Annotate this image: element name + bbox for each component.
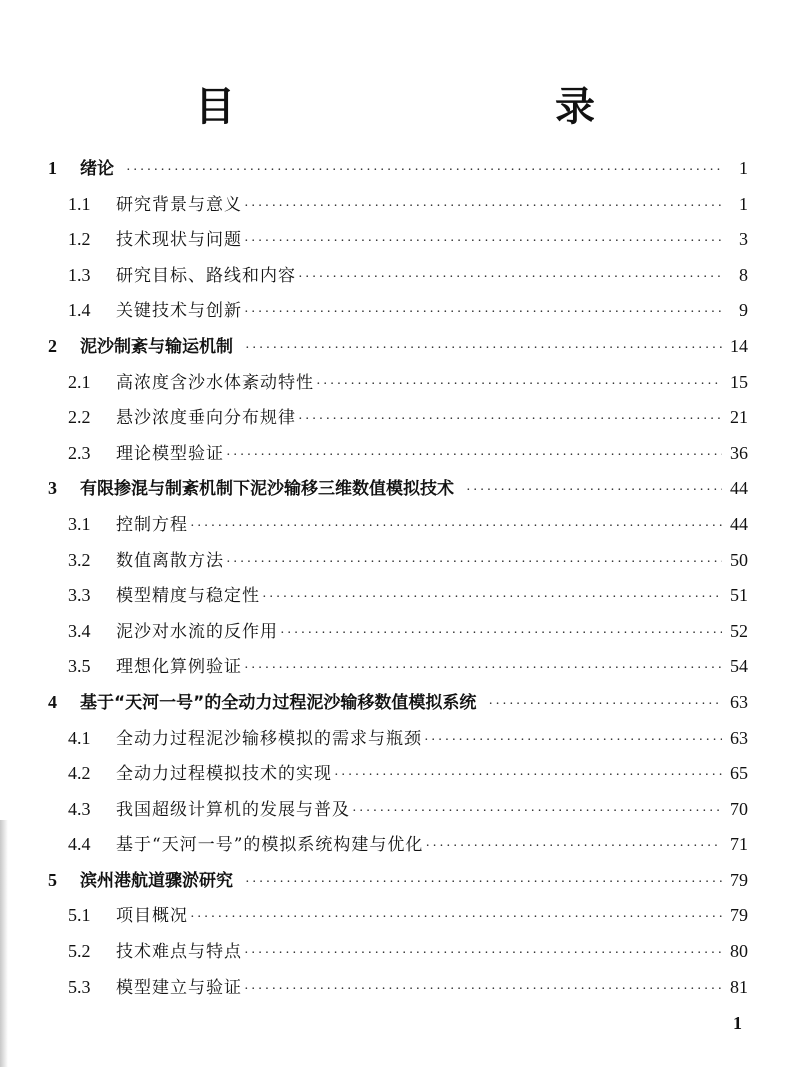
- entry-title: 基于“天河一号”的全动力过程泥沙输移数值模拟系统: [80, 692, 477, 713]
- entry-number: 3.3: [68, 585, 91, 606]
- entry-title: 悬沙浓度垂向分布规律: [116, 408, 296, 429]
- entry-page: 79: [730, 869, 748, 890]
- entry-title: 绪论: [80, 159, 114, 179]
- dot-leader: [244, 305, 722, 321]
- entry-number: 5.3: [68, 976, 91, 997]
- entry-title: 模型精度与稳定性: [116, 586, 260, 607]
- entry-title: 泥沙制紊与输运机制: [80, 336, 233, 357]
- entry-title: 基于“天河一号”的模拟系统构建与优化: [116, 835, 424, 856]
- dot-leader: [298, 412, 722, 428]
- entry-number: 3: [48, 478, 57, 499]
- entry-number: 4.4: [68, 834, 91, 855]
- entry-title: 项目概况: [116, 906, 188, 927]
- entry-number: 1.2: [68, 229, 91, 250]
- dot-leader: [190, 519, 722, 535]
- toc-section-entry[interactable]: [48, 901, 748, 937]
- toc-chapter-entry[interactable]: [48, 154, 748, 190]
- dot-leader: [245, 341, 722, 357]
- footer-page-number: 1: [733, 1013, 742, 1033]
- dot-leader: [244, 946, 722, 962]
- toc-section-entry[interactable]: [48, 937, 748, 973]
- entry-number: 1.1: [68, 193, 91, 214]
- entry-title: 关键技术与创新: [116, 301, 242, 322]
- entry-page: 8: [739, 264, 748, 285]
- dot-leader: [425, 839, 722, 855]
- dot-leader: [466, 483, 722, 499]
- entry-page: 14: [730, 335, 748, 356]
- dot-leader: [244, 661, 722, 677]
- entry-number: 5.2: [68, 941, 91, 962]
- entry-page: 3: [739, 229, 748, 250]
- entry-number: 4.1: [68, 727, 91, 748]
- entry-number: 1.4: [68, 300, 91, 321]
- toc-section-entry[interactable]: [48, 510, 748, 546]
- entry-title: 模型建立与验证: [116, 977, 242, 998]
- entry-title: 有限掺混与制紊机制下泥沙输移三维数值模拟技术: [80, 479, 454, 500]
- toc-section-entry[interactable]: [48, 652, 748, 688]
- entry-page: 52: [730, 620, 748, 641]
- dot-leader: [226, 448, 722, 464]
- entry-page: 71: [730, 834, 748, 855]
- entry-page: 21: [730, 407, 748, 428]
- entry-page: 1: [739, 158, 748, 178]
- toc-chapter-entry[interactable]: [48, 474, 748, 510]
- table-of-contents: [48, 154, 748, 1008]
- dot-leader: [244, 982, 722, 998]
- entry-number: 3.4: [68, 620, 91, 641]
- entry-number: 5.1: [68, 905, 91, 926]
- entry-page: 63: [730, 691, 748, 712]
- entry-number: 2.3: [68, 442, 91, 463]
- entry-page: 50: [730, 549, 748, 570]
- entry-page: 63: [730, 727, 748, 748]
- toc-section-entry[interactable]: [48, 368, 748, 404]
- dot-leader: [126, 163, 722, 179]
- entry-number: 4.2: [68, 763, 91, 784]
- toc-section-entry[interactable]: [48, 225, 748, 261]
- entry-title: 数值离散方法: [116, 550, 224, 571]
- toc-section-entry[interactable]: [48, 296, 748, 332]
- entry-title: 研究目标、路线和内容: [116, 265, 296, 286]
- toc-section-entry[interactable]: [48, 759, 748, 795]
- entry-page: 1: [739, 193, 748, 214]
- toc-chapter-entry[interactable]: [48, 866, 748, 902]
- toc-section-entry[interactable]: [48, 830, 748, 866]
- dot-leader: [424, 733, 722, 749]
- entry-number: 3.5: [68, 656, 91, 677]
- entry-page: 70: [730, 798, 748, 819]
- entry-title: 控制方程: [116, 514, 188, 535]
- dot-leader: [316, 377, 722, 393]
- entry-title: 理想化算例验证: [116, 657, 242, 678]
- toc-section-entry[interactable]: [48, 973, 748, 1009]
- toc-section-entry[interactable]: [48, 403, 748, 439]
- dot-leader: [190, 910, 722, 926]
- dot-leader: [352, 804, 722, 820]
- entry-page: 54: [730, 656, 748, 677]
- entry-page: 9: [739, 300, 748, 321]
- page-edge-shadow: [0, 820, 8, 1067]
- entry-page: 81: [730, 976, 748, 997]
- entry-title: 高浓度含沙水体紊动特性: [116, 372, 314, 393]
- entry-number: 1: [48, 158, 57, 178]
- dot-leader: [245, 875, 722, 891]
- dot-leader: [262, 590, 722, 606]
- entry-title: 全动力过程泥沙输移模拟的需求与瓶颈: [116, 728, 422, 749]
- toc-section-entry[interactable]: [48, 190, 748, 226]
- toc-section-entry[interactable]: [48, 546, 748, 582]
- entry-number: 2: [48, 335, 57, 356]
- toc-chapter-entry[interactable]: [48, 688, 748, 724]
- entry-title: 全动力过程模拟技术的实现: [116, 764, 332, 785]
- entry-title: 研究背景与意义: [116, 194, 242, 215]
- entry-page: 79: [730, 905, 748, 926]
- page-title: 目 录: [195, 82, 675, 130]
- entry-title: 泥沙对水流的反作用: [116, 621, 278, 642]
- entry-title: 我国超级计算机的发展与普及: [116, 799, 350, 820]
- entry-title: 技术难点与特点: [116, 942, 242, 963]
- entry-page: 80: [730, 941, 748, 962]
- entry-number: 3.1: [68, 513, 91, 534]
- entry-number: 4.3: [68, 798, 91, 819]
- entry-number: 5: [48, 869, 57, 890]
- toc-section-entry[interactable]: [48, 617, 748, 653]
- entry-number: 2.2: [68, 407, 91, 428]
- entry-page: 65: [730, 763, 748, 784]
- entry-page: 44: [730, 513, 748, 534]
- entry-page: 36: [730, 442, 748, 463]
- toc-section-entry[interactable]: [48, 795, 748, 831]
- dot-leader: [280, 626, 722, 642]
- dot-leader: [244, 199, 722, 215]
- toc-section-entry[interactable]: [48, 439, 748, 475]
- dot-leader: [226, 555, 722, 571]
- entry-number: 2.1: [68, 371, 91, 392]
- dot-leader: [334, 768, 722, 784]
- entry-title: 技术现状与问题: [116, 230, 242, 251]
- dot-leader: [298, 270, 722, 286]
- entry-title: 滨州港航道骤淤研究: [80, 870, 233, 891]
- entry-number: 3.2: [68, 549, 91, 570]
- entry-page: 15: [730, 371, 748, 392]
- toc-section-entry[interactable]: [48, 724, 748, 760]
- entry-title: 理论模型验证: [116, 443, 224, 464]
- entry-number: 1.3: [68, 264, 91, 285]
- toc-section-entry[interactable]: [48, 261, 748, 297]
- toc-chapter-entry[interactable]: [48, 332, 748, 368]
- toc-section-entry[interactable]: [48, 581, 748, 617]
- entry-page: 51: [730, 585, 748, 606]
- dot-leader: [488, 697, 722, 713]
- entry-page: 44: [730, 478, 748, 499]
- entry-number: 4: [48, 691, 57, 712]
- dot-leader: [244, 234, 722, 250]
